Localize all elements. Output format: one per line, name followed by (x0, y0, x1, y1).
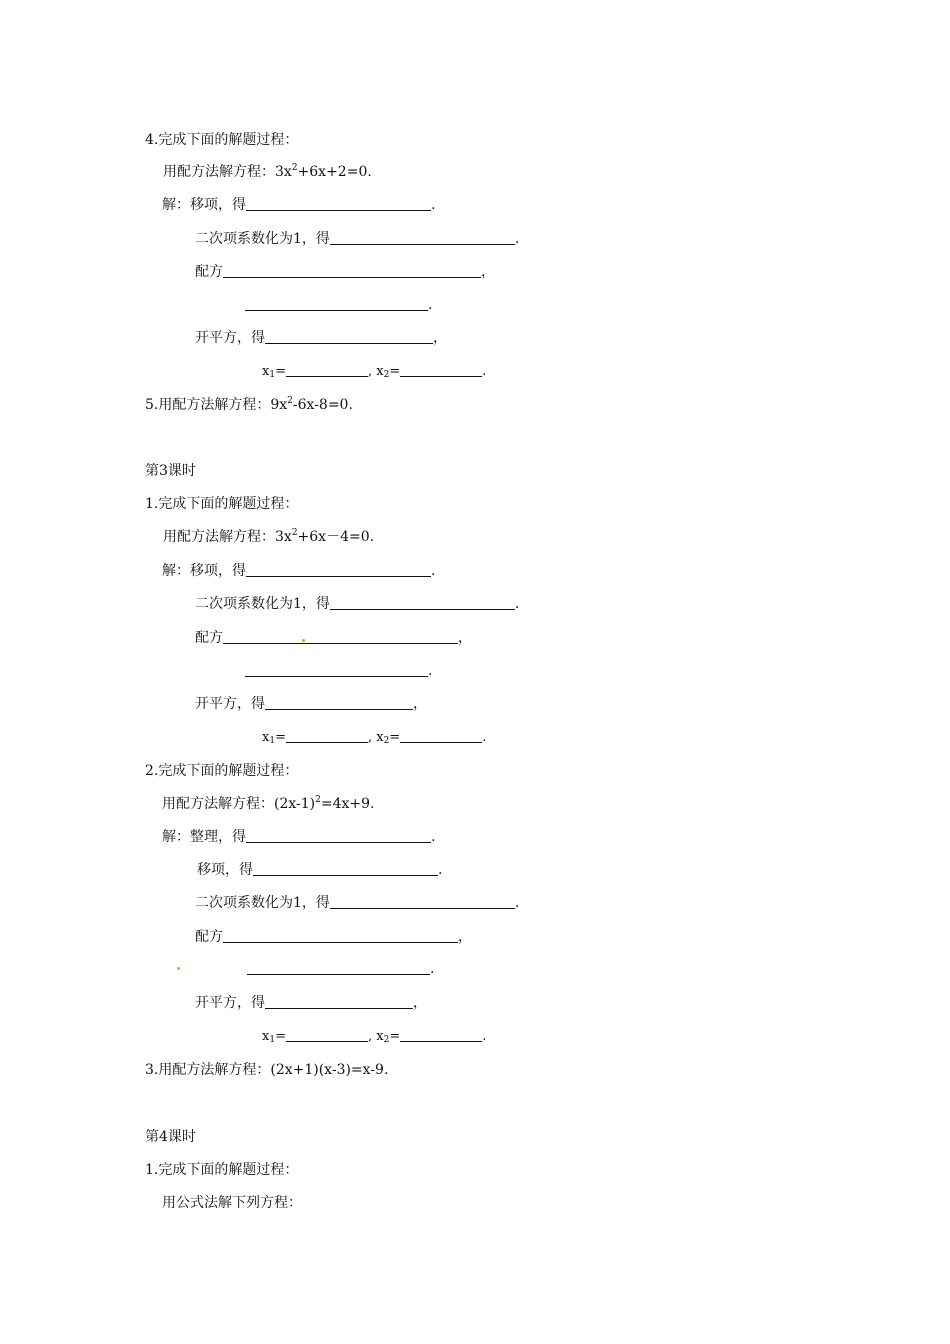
lesson-3-heading: 第3课时 (145, 463, 196, 479)
tidy-step: 解：整理，得 . (162, 829, 436, 845)
coefficient-step: 二次项系数化为1，得 . (195, 231, 520, 247)
answer-blank[interactable] (246, 562, 431, 577)
q4-title: 4.完成下面的解题过程： (145, 132, 299, 148)
answer-blank[interactable] (246, 828, 431, 843)
answer-blank[interactable] (223, 629, 458, 644)
x1-blank[interactable] (286, 728, 368, 743)
q1-instruction: 用配方法解方程：$3x^2+6x-4=0$. (163, 528, 375, 545)
square-root-step: 开平方，得 ， (195, 696, 427, 712)
square-root-step: 开平方，得 ， (195, 330, 447, 346)
stray-dot (302, 639, 305, 642)
answer-blank[interactable] (245, 296, 428, 311)
q5: 5.用配方法解方程：$9x^2-6x-8=0$. (145, 396, 353, 413)
complete-square-step: 配方 ， (195, 264, 495, 280)
answer-blank[interactable] (245, 662, 428, 677)
q1-title: 1.完成下面的解题过程： (145, 1162, 299, 1178)
square-root-step: 开平方，得 ， (195, 995, 427, 1011)
answer-blank[interactable] (330, 894, 515, 909)
x2-blank[interactable] (400, 1027, 482, 1042)
q1-title: 1.完成下面的解题过程： (145, 496, 299, 512)
q2-title: 2.完成下面的解题过程： (145, 763, 299, 779)
x1-blank[interactable] (286, 362, 368, 377)
answer-blank[interactable] (247, 960, 430, 975)
roots-line: $x_1=$ , $x_2=$ . (262, 1029, 487, 1045)
roots-line: $x_1=$ , $x_2=$ . (262, 730, 487, 746)
q3: 3.用配方法解方程：(2x+1)(x-3)=x-9. (145, 1062, 389, 1078)
x1-blank[interactable] (286, 1027, 368, 1042)
answer-blank[interactable] (330, 595, 515, 610)
answer-blank[interactable] (223, 928, 458, 943)
x2-blank[interactable] (400, 728, 482, 743)
move-terms-step: 移项，得 . (197, 862, 443, 878)
complete-square-step: 配方 ， (195, 929, 472, 945)
answer-blank[interactable] (253, 861, 438, 876)
q1-instruction: 用公式法解下列方程： (162, 1195, 302, 1211)
answer-blank[interactable] (265, 329, 433, 344)
lesson-4-heading: 第4课时 (145, 1129, 196, 1145)
roots-line: $x_1=$ , $x_2=$ . (262, 364, 487, 380)
move-terms-step: 解：移项，得 . (162, 197, 436, 213)
coefficient-step: 二次项系数化为1，得 . (195, 895, 520, 911)
answer-blank[interactable] (223, 263, 481, 278)
x2-blank[interactable] (400, 362, 482, 377)
answer-blank[interactable] (265, 695, 413, 710)
answer-blank[interactable] (330, 230, 515, 245)
stray-dot (177, 967, 180, 970)
q2-instruction: 用配方法解方程：$(2x-1)^2=4x+9$. (162, 795, 375, 812)
complete-square-continued: . (247, 959, 434, 979)
answer-blank[interactable] (246, 196, 431, 211)
complete-square-continued: . (245, 661, 432, 681)
coefficient-step: 二次项系数化为1，得 . (195, 596, 520, 612)
answer-blank[interactable] (265, 994, 413, 1009)
move-terms-step: 解：移项，得 . (162, 563, 436, 579)
complete-square-continued: . (245, 295, 432, 315)
complete-square-step: 配方 ， (195, 630, 472, 646)
q4-instruction: 用配方法解方程：$3x^2+6x+2=0$. (163, 163, 372, 180)
